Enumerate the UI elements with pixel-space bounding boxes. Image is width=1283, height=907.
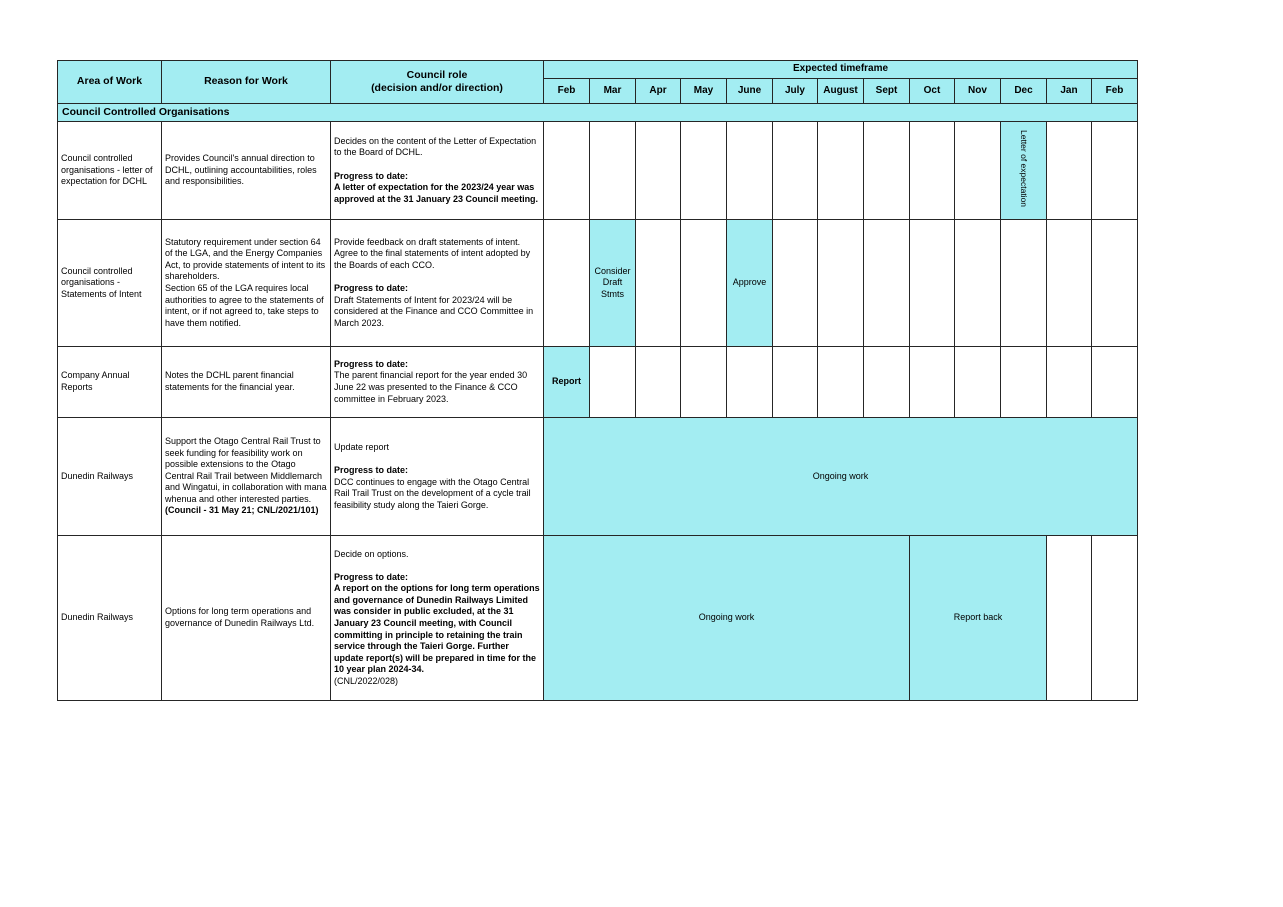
timeline-cell-sept (864, 220, 910, 347)
area-cell: Company Annual Reports (58, 347, 162, 418)
column-header-reason-for-work: Reason for Work (162, 61, 331, 104)
timeline-cell-may (681, 220, 727, 347)
timeline-cell-jan (1047, 122, 1092, 220)
timeline-cell-may (681, 122, 727, 220)
timeline-cell-may (681, 347, 727, 418)
timeline-cell-mar (590, 122, 636, 220)
timeline-cell-june-approve: Approve (727, 220, 773, 347)
timeline-cell-feb2 (1092, 536, 1138, 701)
timeline-cell-june (727, 122, 773, 220)
timeline-cell-oct (910, 220, 955, 347)
month-header-sept: Sept (864, 79, 910, 104)
month-header-feb: Feb (544, 79, 590, 104)
area-cell: Dunedin Railways (58, 418, 162, 536)
column-header-council-role (331, 61, 544, 104)
reason-cell: Notes the DCHL parent financial statements for the financial year. (162, 347, 331, 418)
timeline-cell-feb2 (1092, 347, 1138, 418)
table-row (58, 122, 1138, 220)
role-cell: Provide feedback on draft statements of intent. Agree to the final statements of intent adopted by the Boards of each CCO. Progress to date: Draft Statements of Intent for 2023/24 will be considered at the Finance and CCO Committee in March 2023. (331, 220, 544, 347)
area-cell: Council controlled organisations - letter of expectation for DCHL (58, 122, 162, 220)
timeline-cell-jan (1047, 220, 1092, 347)
role-cell: Decide on options. Progress to date: A report on the options for long term operations and governance of Dunedin Railways Limited was consider in public excluded, at the 31 January 23 Council meeting, with Council committing in principle to retaining the train service through the Taieri Gorge. Further update report(s) will be prepared in time for the 10 year plan 2024-34. (CNL/2022/028) (331, 536, 544, 701)
timeline-cell-nov (955, 220, 1001, 347)
timeline-cell-june (727, 347, 773, 418)
month-header-july: July (773, 79, 818, 104)
timeline-cell-august (818, 122, 864, 220)
role-cell: Decides on the content of the Letter of Expectation to the Board of DCHL. Progress to date: A letter of expectation for the 2023/24 year was approved at the 31 January 23 Council meeting. (331, 122, 544, 220)
month-header-may: May (681, 79, 727, 104)
timeline-cell-dec (1001, 220, 1047, 347)
area-cell: Dunedin Railways (58, 536, 162, 701)
letter-of-expectation-label: Letter of expectation (1018, 130, 1029, 208)
role-cell: Update report Progress to date: DCC continues to engage with the Otago Central Rail Trail Trust on the development of a cycle trail feasibility study along the Taieri Gorge. (331, 418, 544, 536)
month-header-mar: Mar (590, 79, 636, 104)
council-role-line2: (decision and/or direction) (371, 82, 503, 94)
table-row (58, 220, 1138, 347)
timeline-cell-dec (1001, 347, 1047, 418)
timeline-cell-apr (636, 347, 681, 418)
column-header-area-of-work: Area of Work (58, 61, 162, 104)
timeline-cell-august (818, 220, 864, 347)
section-header-council-controlled-organisations: Council Controlled Organisations (58, 104, 1138, 122)
timeline-cell-nov (955, 347, 1001, 418)
month-header-june: June (727, 79, 773, 104)
timeline-cell-oct (910, 347, 955, 418)
month-header-feb2: Feb (1092, 79, 1138, 104)
reason-cell: Options for long term operations and governance of Dunedin Railways Ltd. (162, 536, 331, 701)
council-work-programme-table (57, 60, 1138, 701)
council-role-line1: Council role (406, 68, 468, 81)
column-header-expected-timeframe: Expected timeframe (544, 61, 1138, 79)
timeline-cell-sept (864, 347, 910, 418)
month-header-august: August (818, 79, 864, 104)
timeline-cell-sept (864, 122, 910, 220)
timeline-cell-feb2 (1092, 122, 1138, 220)
month-header-jan: Jan (1047, 79, 1092, 104)
timeline-cell-oct (910, 122, 955, 220)
table-row (58, 418, 1138, 536)
timeline-span-report-back: Report back (910, 536, 1047, 701)
table-row (58, 536, 1138, 701)
timeline-cell-apr (636, 122, 681, 220)
timeline-cell-jan (1047, 536, 1092, 701)
timeline-cell-feb (544, 220, 590, 347)
timeline-cell-feb-report: Report (544, 347, 590, 418)
reason-cell: Support the Otago Central Rail Trust to seek funding for feasibility work on possible extensions to the Otago Central Rail Trail between Middlemarch and Wingatui, in collaboration with mana whenua and other interested parties. (Council - 31 May 21; CNL/2021/101) (162, 418, 331, 536)
area-cell: Council controlled organisations - Statements of Intent (58, 220, 162, 347)
timeline-cell-mar (590, 347, 636, 418)
role-cell: Progress to date: The parent financial report for the year ended 30 June 22 was presented to the Finance & CCO committee in February 2023. (331, 347, 544, 418)
reason-cell: Provides Council's annual direction to DCHL, outlining accountabilities, roles and responsibilities. (162, 122, 331, 220)
timeline-cell-jan (1047, 347, 1092, 418)
timeline-span-ongoing-work: Ongoing work (544, 418, 1138, 536)
timeline-cell-august (818, 347, 864, 418)
month-header-dec: Dec (1001, 79, 1047, 104)
timeline-cell-feb2 (1092, 220, 1138, 347)
month-header-apr: Apr (636, 79, 681, 104)
timeline-cell-feb (544, 122, 590, 220)
timeline-cell-nov (955, 122, 1001, 220)
timeline-cell-july (773, 220, 818, 347)
timeline-cell-apr (636, 220, 681, 347)
timeline-span-ongoing-work: Ongoing work (544, 536, 910, 701)
month-header-nov: Nov (955, 79, 1001, 104)
month-header-oct: Oct (910, 79, 955, 104)
timeline-cell-july (773, 122, 818, 220)
reason-cell: Statutory requirement under section 64 of the LGA, and the Energy Companies Act, to provide statements of intent to its shareholders. Section 65 of the LGA requires local authorities to agree to the statements of intent, or if not agreed to, take steps to have them notified. (162, 220, 331, 347)
timeline-cell-mar-consider-draft-stmts: Consider Draft Stmts (590, 220, 636, 347)
timeline-cell-july (773, 347, 818, 418)
table-row (58, 347, 1138, 418)
timeline-cell-dec-letter-of-expectation (1001, 122, 1047, 220)
